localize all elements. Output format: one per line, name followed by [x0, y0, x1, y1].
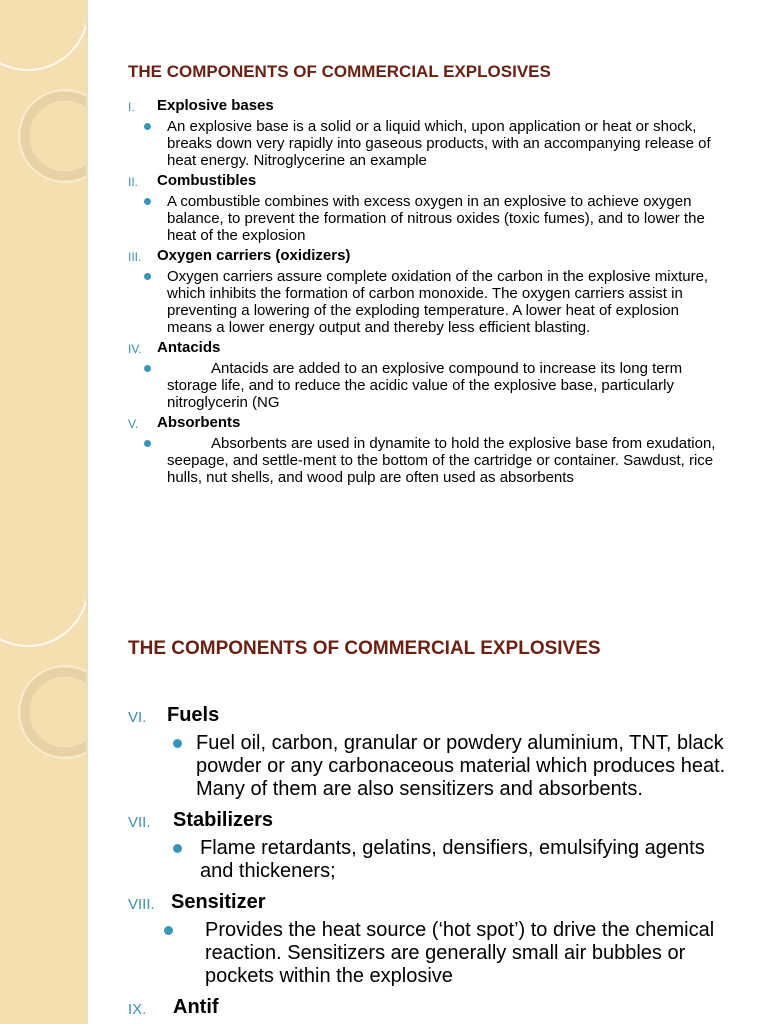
- item-heading-text: Fuels: [167, 704, 220, 726]
- decorative-side-band: [0, 576, 86, 1024]
- component-list: [128, 702, 728, 1024]
- bullet-icon: [144, 365, 151, 372]
- item-description-text: A combustible combines with excess oxygen in an explosive to achieve oxygen balance, to prevent the formation of nitrous oxides (toxic fumes), and to lower the heat of the explosion: [167, 193, 705, 244]
- slide-title: THE COMPONENTS OF COMMERCIAL EXPLOSIVES: [128, 638, 601, 659]
- decorative-side-band: [0, 0, 86, 576]
- item-heading-text: Combustibles: [157, 172, 257, 189]
- list-item: [128, 171, 738, 244]
- item-description-text: Oxygen carriers assure complete oxidation of the carbon in the explosive mixture, which inhibits the formation of carbon monoxide. The oxygen carriers assist in preventing a lowering of the exploding temperature. A lower heat of explosion means a lower energy output and thereby less efficient blasting.: [167, 268, 709, 336]
- bullet-icon: [173, 739, 182, 748]
- item-description: [128, 919, 728, 988]
- bullet-icon: [144, 440, 151, 447]
- list-item: [128, 702, 728, 801]
- item-heading: [128, 171, 738, 191]
- decorative-circles-graphic: [0, 576, 86, 1024]
- item-description: [128, 193, 738, 244]
- item-heading-text: Explosive bases: [157, 97, 274, 114]
- item-heading-text: Antacids: [157, 339, 221, 356]
- list-item: [128, 246, 738, 336]
- bullet-icon: [144, 123, 151, 130]
- item-description: [128, 268, 738, 336]
- list-item: [128, 413, 738, 486]
- component-list: [128, 96, 738, 488]
- item-heading-text: Oxygen carriers (oxidizers): [157, 247, 351, 264]
- roman-numeral: I.: [128, 100, 135, 114]
- item-heading: [128, 338, 738, 358]
- roman-numeral: VII.: [128, 814, 151, 831]
- item-heading: [128, 702, 728, 728]
- item-description-text: Fuel oil, carbon, granular or powdery aluminium, TNT, black powder or any carbonaceous material which produces heat. Many of them are also sensitizers and absorbents.: [196, 732, 726, 800]
- item-heading-text: Stabilizers: [173, 809, 274, 831]
- roman-numeral: III.: [128, 250, 142, 264]
- item-heading: [128, 246, 738, 266]
- item-heading: [128, 889, 728, 915]
- roman-numeral: IX.: [128, 1001, 147, 1018]
- slide-2: [0, 576, 768, 1024]
- item-description-text: Antacids are added to an explosive compound to increase its long term storage life, and to reduce the acidic value of the explosive base, particularly nitroglycerin (NG: [167, 360, 683, 411]
- item-heading: [128, 994, 728, 1020]
- bullet-icon: [173, 844, 182, 853]
- item-description: [128, 435, 738, 486]
- roman-numeral: IV.: [128, 342, 142, 356]
- item-heading: [128, 96, 738, 116]
- item-description-text: Absorbents are used in dynamite to hold the explosive base from exudation, seepage, and settle-ment to the bottom of the cartridge or container. Sawdust, rice hulls, nut shells, and wood pulp are often used as absorbents: [167, 435, 716, 486]
- item-heading-text: Absorbents: [157, 414, 241, 431]
- decorative-circles-graphic: [0, 0, 86, 576]
- bullet-icon: [144, 198, 151, 205]
- item-description-text: Flame retardants, gelatins, densifiers, emulsifying agents and thickeners;: [200, 837, 705, 882]
- item-heading: [128, 413, 738, 433]
- slide-divider: [86, 0, 88, 576]
- list-item: [128, 96, 738, 169]
- roman-numeral: VI.: [128, 709, 147, 726]
- item-description: [128, 118, 738, 169]
- item-description: [128, 837, 728, 883]
- item-description-text: An explosive base is a solid or a liquid which, upon application or heat or shock, breaks down very rapidly into gaseous products, with an accompanying release of heat energy. Nitroglycerine an example: [167, 118, 711, 169]
- roman-numeral: V.: [128, 417, 139, 431]
- bullet-icon: [164, 926, 173, 935]
- list-item: [128, 338, 738, 411]
- item-description: [128, 732, 728, 801]
- slide-divider: [86, 576, 88, 1024]
- item-heading-text: Antif: [173, 996, 219, 1018]
- list-item: [128, 807, 728, 883]
- bullet-icon: [144, 273, 151, 280]
- item-description-text: Provides the heat source (‘hot spot’) to drive the chemical reaction. Sensitizers are generally small air bubbles or pockets within the explosive: [205, 919, 715, 987]
- roman-numeral: II.: [128, 175, 139, 189]
- roman-numeral: VIII.: [128, 896, 155, 913]
- list-item: [128, 994, 728, 1020]
- item-heading-text: Sensitizer: [171, 891, 266, 913]
- item-description: [128, 360, 738, 411]
- list-item: [128, 889, 728, 988]
- item-heading: [128, 807, 728, 833]
- slide-title: THE COMPONENTS OF COMMERCIAL EXPLOSIVES: [128, 62, 551, 81]
